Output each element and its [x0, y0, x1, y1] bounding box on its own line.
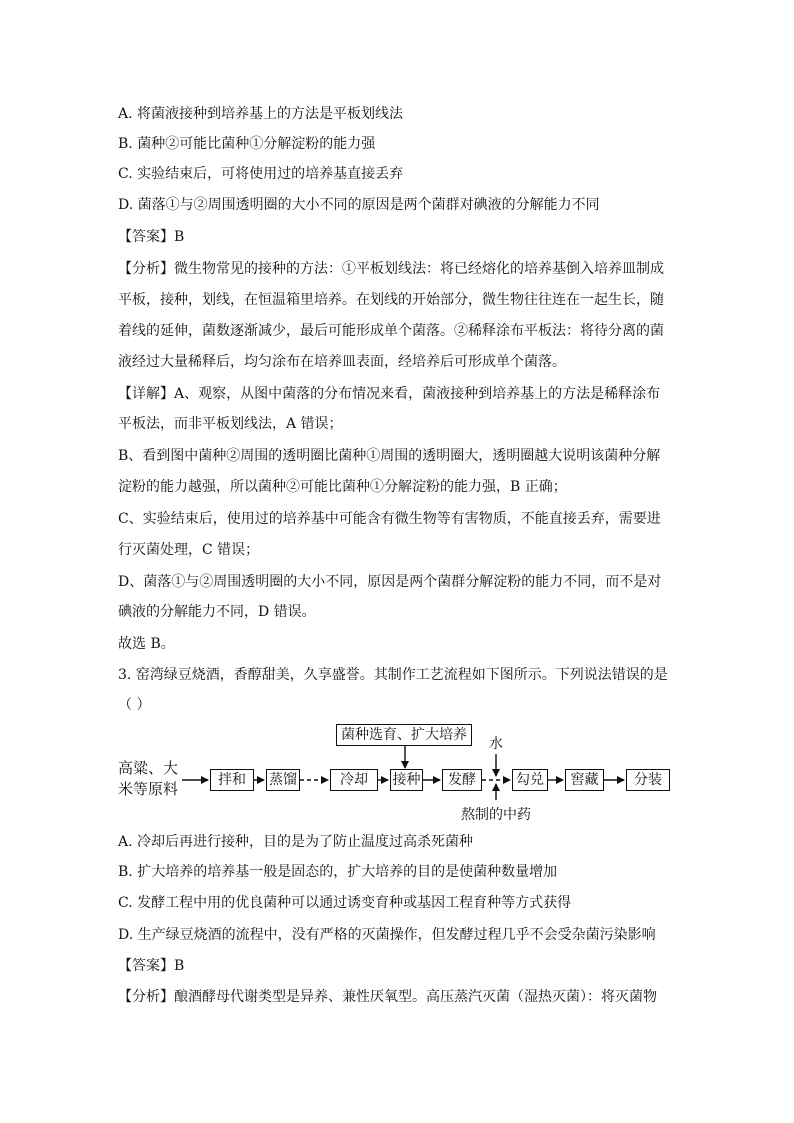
flow-step-package: 分装: [626, 769, 670, 791]
option-a: A. 冷却后再进行接种，目的是为了防止温度过高杀死菌种: [118, 834, 474, 850]
detail-line: D、菌落①与②周围透明圈的大小不同，原因是两个菌群分解淀粉的能力不同，而不是对: [118, 574, 662, 590]
option-d-prev: D. 菌落①与②周围透明圈的大小不同的原因是两个菌群对碘液的分解能力不同: [118, 197, 600, 213]
analysis-line: 【分析】酿酒酵母代谢类型是异养、兼性厌氧型。高压蒸汽灭菌（湿热灭菌）：将灭菌物: [118, 989, 657, 1005]
detail-line: 碘液的分解能力不同，D 错误。: [118, 604, 316, 620]
flow-water-label: 水: [489, 736, 503, 752]
answer: 【答案】B: [118, 958, 185, 974]
flow-step-store: 窖藏: [565, 769, 604, 791]
option-d: D. 生产绿豆烧酒的流程中，没有严格的灭菌操作，但发酵过程几乎不会受杂菌污染影响: [118, 927, 656, 943]
option-b-prev: B. 菌种②可能比菌种①分解淀粉的能力强: [118, 136, 376, 152]
answer-prev: 【答案】B: [118, 229, 185, 245]
flow-step-cool: 冷却: [330, 769, 378, 791]
process-flowchart: [118, 722, 678, 832]
flow-step-inoculate: 接种: [390, 769, 423, 791]
analysis-line: 液经过大量稀释后，均匀涂布在培养皿表面，经培养后可形成单个菌落。: [118, 354, 566, 370]
flow-box-strain-culture: 菌种选育、扩大培养: [336, 724, 472, 746]
analysis-line: 平板，接种，划线，在恒温箱里培养。在划线的开始部分，微生物往往连在一起生长，随: [118, 292, 664, 308]
flow-herb-label: 熬制的中药: [461, 807, 531, 823]
conclusion-line: 故选 B。: [118, 636, 175, 652]
analysis-line: 着线的延伸，菌数逐渐减少，最后可能形成单个菌落。②稀释涂布平板法：将待分离的菌: [118, 323, 664, 339]
analysis-line: 【分析】微生物常见的接种的方法：①平板划线法：将已经熔化的培养基倒入培养皿制成: [118, 261, 664, 277]
flow-step-distill: 蒸馏: [266, 769, 300, 791]
option-c: C. 发酵工程中用的优良菌种可以通过诱变育种或基因工程育种等方式获得: [118, 895, 572, 911]
option-c-prev: C. 实验结束后，可将使用过的培养基直接丢弃: [118, 166, 404, 182]
detail-line: 淀粉的能力越强，所以菌种②可能比菌种①分解淀粉的能力强，B 正确；: [118, 479, 567, 495]
flow-raw-material-line1: 高粱、大: [118, 759, 179, 777]
detail-line: C、实验结束后，使用过的培养基中可能含有微生物等有害物质，不能直接丢弃，需要进: [118, 511, 661, 527]
detail-line: 平板法，而非平板划线法，A 错误；: [118, 416, 343, 432]
flow-step-blend: 勾兑: [512, 769, 548, 791]
flow-step-mix: 拌和: [210, 769, 254, 791]
detail-line: B、看到图中菌种②周围的透明圈比菌种①周围的透明圈大，透明圈越大说明该菌种分解: [118, 448, 661, 464]
option-b: B. 扩大培养的培养基一般是固态的，扩大培养的目的是使菌种数量增加: [118, 864, 558, 880]
flow-raw-material-line2: 米等原料: [118, 780, 179, 798]
detail-line: 【详解】A、观察，从图中菌落的分布情况来看，菌液接种到培养基上的方法是稀释涂布: [118, 386, 661, 402]
question-3-blank: （ ）: [118, 697, 151, 713]
detail-line: 行灭菌处理，C 错误；: [118, 542, 260, 558]
option-a-prev: A. 将菌液接种到培养基上的方法是平板划线法: [118, 106, 404, 122]
question-3-stem: 3. 窑湾绿豆烧酒，香醇甜美，久享盛誉。其制作工艺流程如下图所示。下列说法错误的是: [118, 667, 668, 683]
flow-step-ferment: 发酵: [442, 769, 482, 791]
